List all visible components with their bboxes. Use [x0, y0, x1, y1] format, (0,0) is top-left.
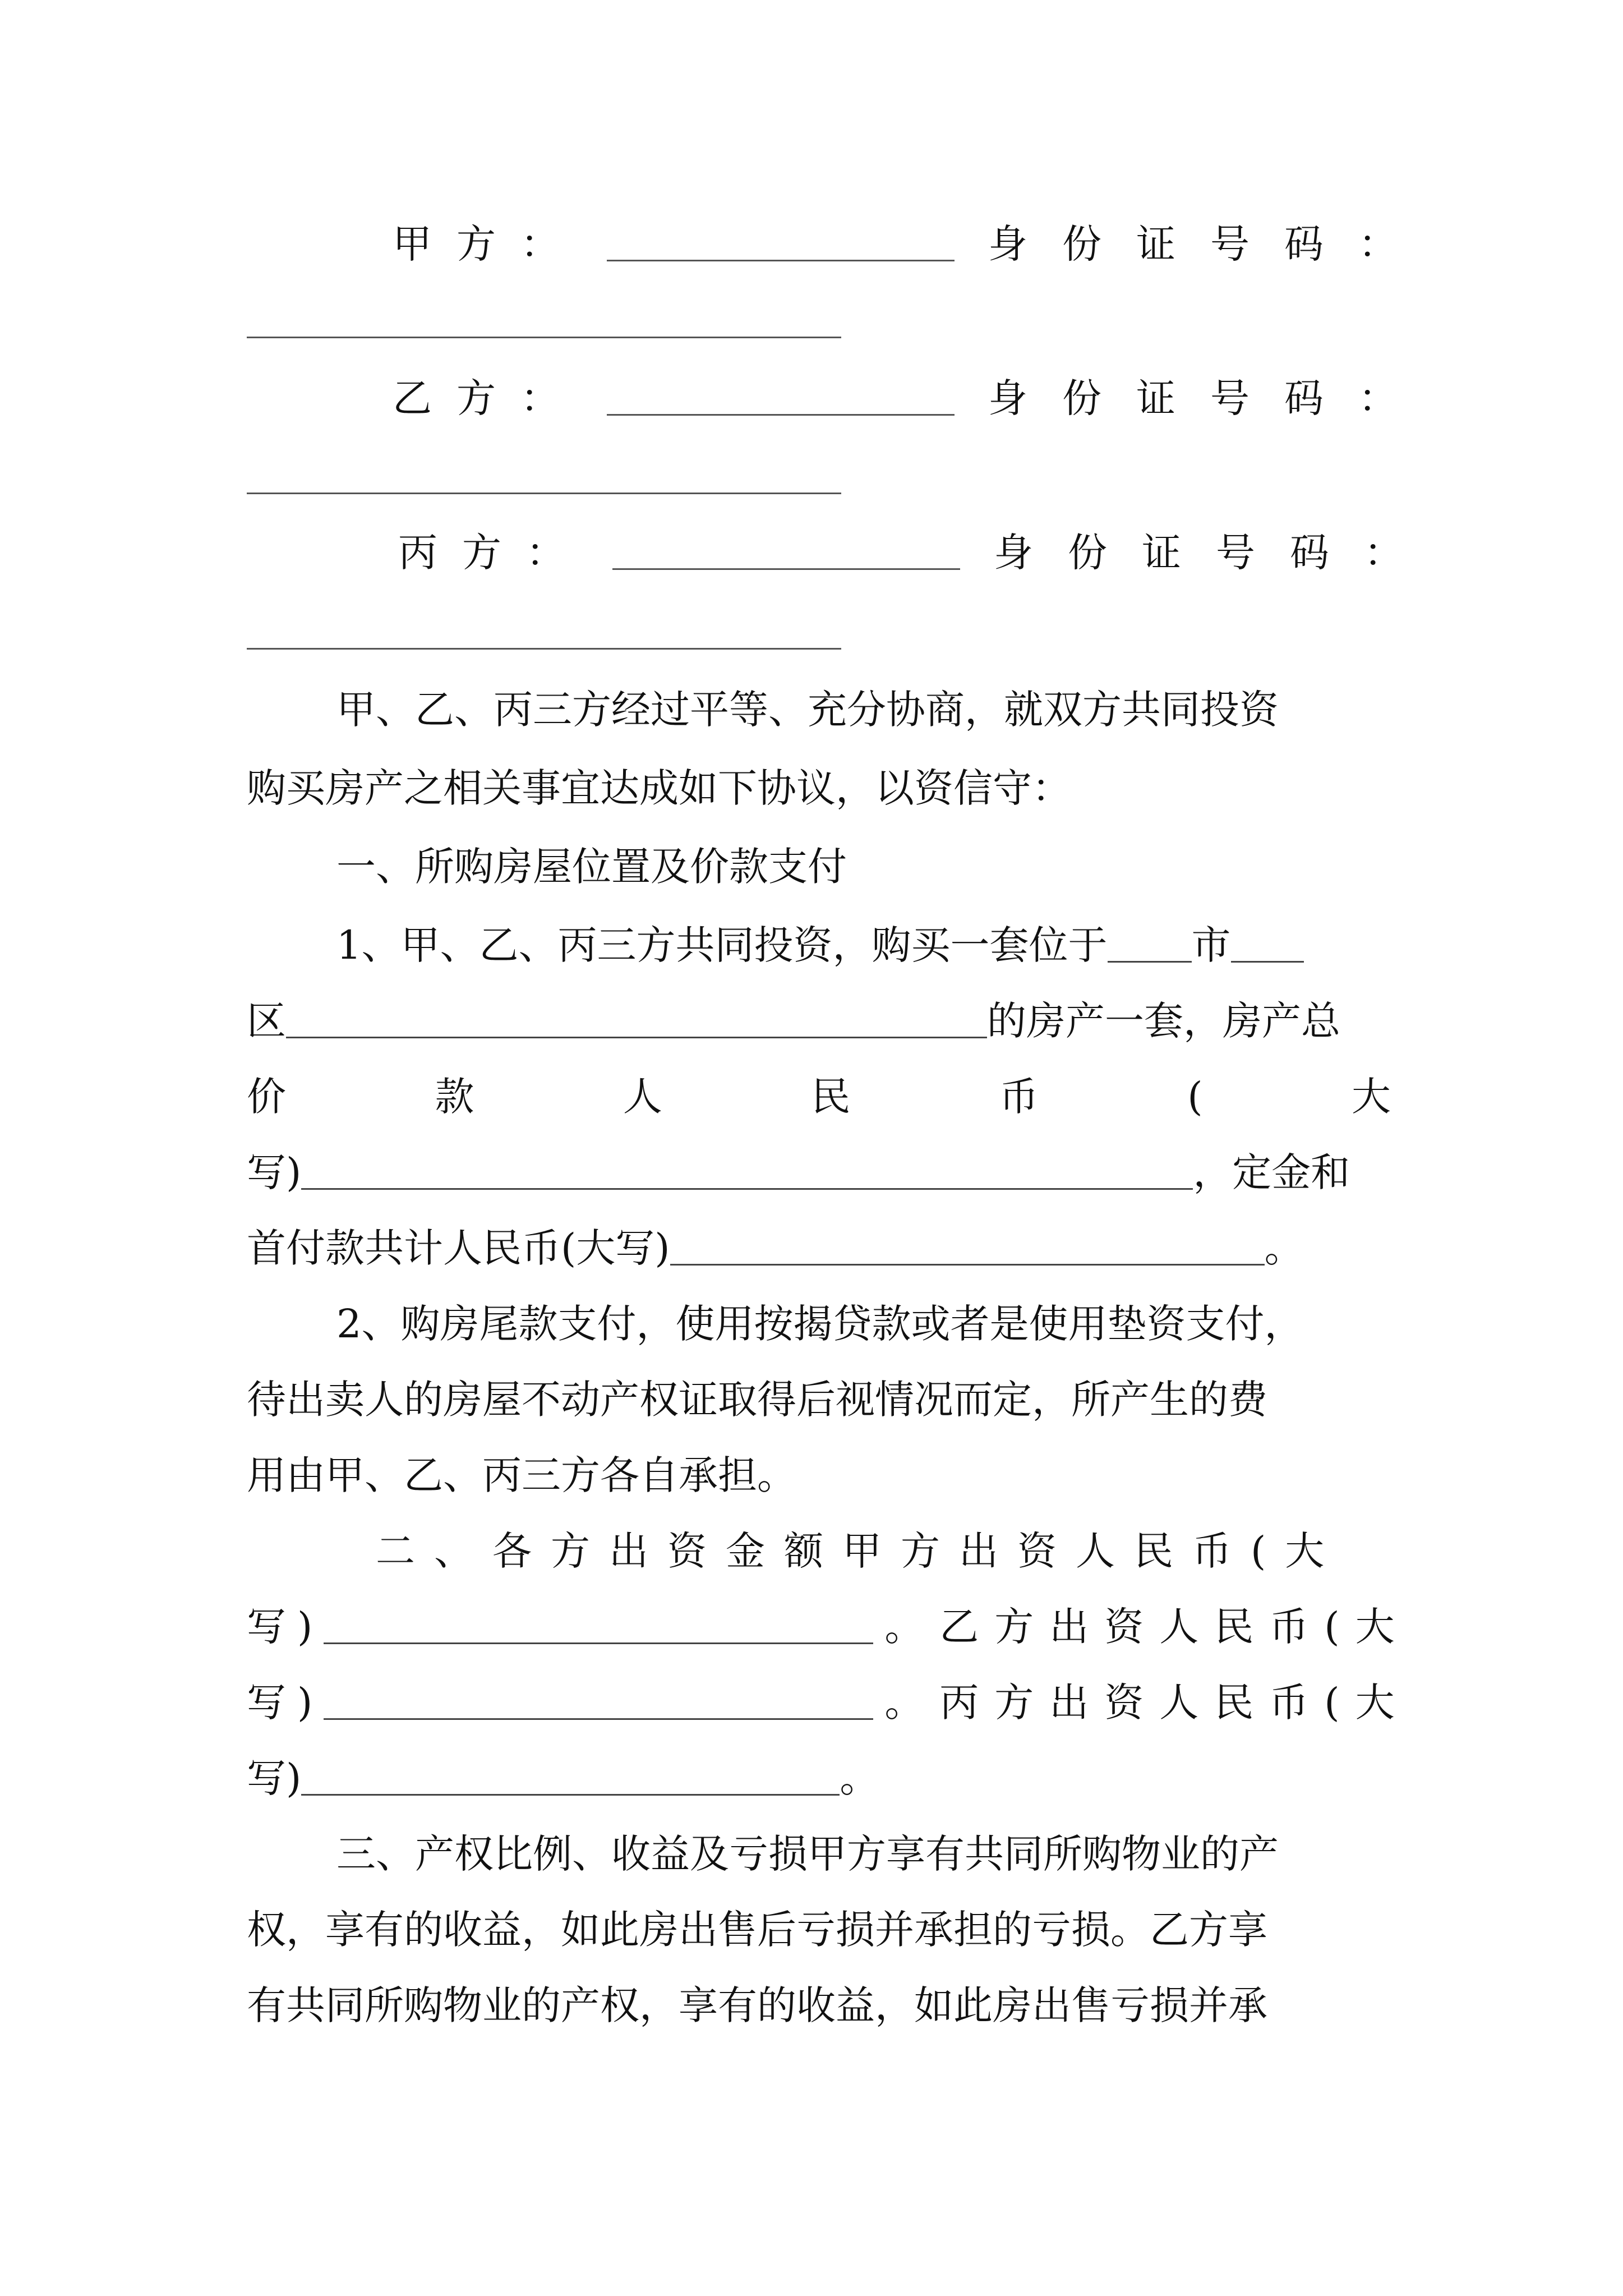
sec1-p1-text-h: 。 [1264, 1225, 1304, 1271]
sec1-p2-line-2: 待出卖人的房屋不动产权证取得后视情况而定，所产生的费 [247, 1377, 1267, 1423]
party-a-id-blank[interactable] [247, 337, 841, 338]
sec2-line-3 [247, 1674, 1410, 1731]
party-c-name-blank[interactable] [612, 524, 960, 570]
sec2-text-2b: 。乙方出资人民币(大 [884, 1604, 1410, 1650]
sec1-p2-line-1: 2、购房尾款支付，使用按揭贷款或者是使用垫资支付， [336, 1301, 1304, 1347]
spread-char: 价 [247, 1074, 286, 1120]
sec2-text-3b: 。丙方出资人民币(大 [884, 1680, 1410, 1726]
sec1-p1-text-a: 1、甲、乙、丙三方共同投资，购买一套位于 [336, 922, 1108, 968]
spread-char: 民 [811, 1074, 851, 1120]
sec2-line-1: 二、各方出资金额甲方出资人民币(大 [376, 1528, 1344, 1574]
sec3-line-2: 权，享有的收益，如此房出售后亏损并承担的亏损。乙方享 [247, 1907, 1267, 1953]
party-a-amount-blank[interactable] [324, 1599, 873, 1644]
party-a-row [393, 216, 1432, 272]
sec1-p1-line-5 [247, 1220, 1391, 1276]
sec1-p1-text-b: 市 [1191, 922, 1231, 968]
intro-line-1: 甲、乙、丙三方经过平等、充分协商，就双方共同投资 [336, 687, 1279, 733]
party-b-id-label: 身份证号码： [988, 375, 1432, 421]
party-a-id-label: 身份证号码： [988, 221, 1432, 267]
sec2-line-2 [247, 1599, 1410, 1655]
spread-char: 款 [435, 1074, 474, 1120]
sec3-line-1: 三、产权比例、收益及亏损甲方享有共同所购物业的产 [336, 1831, 1279, 1877]
city-blank[interactable] [1108, 917, 1192, 963]
sec1-p1-text-f: ，定金和 [1193, 1149, 1350, 1195]
party-b-name-blank[interactable] [607, 370, 955, 416]
spread-char: ( [1187, 1074, 1203, 1120]
sec1-p1-text-e: 写) [247, 1149, 302, 1195]
sec3-line-3: 有共同所购物业的产权，享有的收益，如此房出售亏损并承 [247, 1982, 1267, 2028]
sec1-p1-line-4 [247, 1144, 1391, 1200]
down-payment-blank[interactable] [670, 1220, 1265, 1266]
spread-char: 大 [1351, 1074, 1391, 1120]
sec1-p1-text-c: 区 [247, 998, 286, 1044]
party-c-amount-blank[interactable] [301, 1750, 840, 1796]
sec1-p1-line-3 [247, 1069, 1391, 1125]
party-c-id-label: 身份证号码： [994, 530, 1438, 576]
address-blank[interactable] [286, 993, 987, 1038]
sec2-text-3a: 写) [247, 1680, 324, 1726]
party-a-name-blank[interactable] [607, 216, 955, 261]
sec2-text-4a: 写) [247, 1755, 302, 1801]
party-a-label: 甲方： [393, 221, 584, 267]
party-c-row [398, 524, 1438, 581]
party-b-id-blank[interactable] [247, 493, 841, 494]
sec1-p1-text-d: 的房产一套，房产总 [987, 998, 1340, 1044]
sec1-p1-text-g: 首付款共计人民币(大写) [247, 1225, 670, 1271]
spread-char: 人 [623, 1074, 662, 1120]
spread-char: 币 [999, 1074, 1039, 1120]
party-c-id-blank[interactable] [247, 648, 841, 650]
party-c-label: 丙方： [398, 530, 590, 576]
sec1-p1-line-1 [247, 917, 1481, 973]
total-price-blank[interactable] [301, 1144, 1193, 1190]
sec2-text-2a: 写) [247, 1604, 324, 1650]
district-prefix-blank[interactable] [1231, 917, 1304, 963]
section-1-heading: 一、所购房屋位置及价款支付 [336, 844, 847, 890]
party-b-row [393, 370, 1432, 426]
sec1-p2-line-3: 用由甲、乙、丙三方各自承担。 [247, 1452, 796, 1498]
sec1-p1-line-2 [247, 993, 1391, 1049]
intro-line-2: 购买房产之相关事宜达成如下协议，以资信守： [247, 765, 1071, 811]
party-b-label: 乙方： [393, 375, 584, 421]
sec2-line-4 [247, 1750, 1391, 1806]
sec2-text-4b: 。 [840, 1755, 879, 1801]
party-b-amount-blank[interactable] [324, 1674, 873, 1720]
